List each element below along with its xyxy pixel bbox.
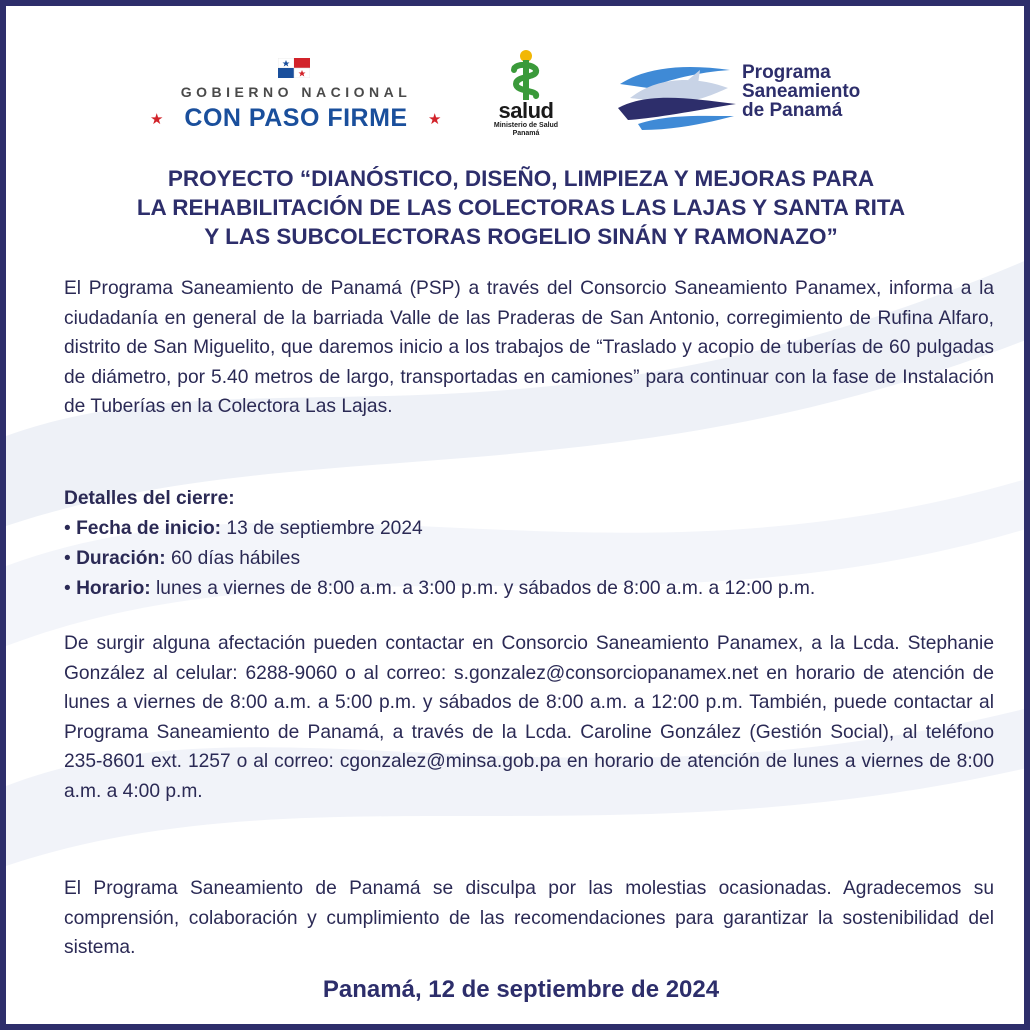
bullet-icon: •	[64, 548, 71, 569]
details-label: Horario:	[76, 578, 151, 599]
details-value: 13 de septiembre 2024	[226, 518, 423, 539]
salud-subtitle-line1: Ministerio de Salud	[493, 122, 559, 129]
details-label: Duración:	[76, 548, 166, 569]
star-icon: ★	[150, 111, 164, 128]
gobierno-line1: GOBIERNO NACIONAL	[180, 84, 412, 100]
intro-paragraph: El Programa Saneamiento de Panamá (PSP) a través del Consorcio Saneamiento Panamex, informa a la ciudadanía en general de la barriada Valle de las Praderas de San Antonio, corregimiento de Rufina Alfaro, distrito de San Miguelito, que daremos inicio a los trabajos de “Traslado y acopio de tuberías de 60 pulgadas de diámetro, por 5.40 metros de largo, transportadas en camiones” para continuar con la fase de Instalación de Tuberías en la Colectora Las Lajas.	[64, 278, 994, 417]
salud-subtitle	[486, 122, 566, 138]
star-icon: ★	[428, 111, 442, 128]
closing-paragraph: El Programa Saneamiento de Panamá se disculpa por las molestias ocasionadas. Agradecemos su comprensión, colaboración y cumplimiento de las recomendaciones para garantizar la sostenibilidad del sistema.	[64, 878, 994, 958]
title-line2: LA REHABILITACIÓN DE LAS COLECTORAS LAS LAJAS Y SANTA RITA	[136, 195, 906, 220]
psp-line1: Programa	[742, 62, 831, 83]
project-title	[46, 164, 996, 251]
salud-wordmark: salud	[498, 98, 554, 123]
details-item	[64, 574, 994, 604]
details-value: lunes a viernes de 8:00 a.m. a 3:00 p.m. y sábados de 8:00 a.m. a 12:00 p.m.	[156, 578, 816, 599]
psp-wordmark	[742, 63, 912, 120]
dolphin-wave-icon	[618, 58, 738, 133]
gobierno-nacional-logo	[146, 56, 446, 136]
date-line: Panamá, 12 de septiembre de 2024	[322, 976, 720, 1003]
closure-details	[64, 484, 994, 604]
psp-line3: de Panamá	[742, 100, 843, 121]
title-line1: PROYECTO “DIANÓSTICO, DISEÑO, LIMPIEZA Y MEJORAS PARA	[167, 166, 875, 191]
details-item	[64, 544, 994, 574]
details-item	[64, 514, 994, 544]
title-line3: Y LAS SUBCOLECTORAS ROGELIO SINÁN Y RAMONAZO”	[204, 224, 838, 249]
bullet-icon: •	[64, 518, 71, 539]
psp-line2: Saneamiento	[742, 81, 861, 102]
caduceus-icon	[486, 48, 566, 102]
gobierno-line2: CON PASO FIRME	[184, 104, 408, 132]
psp-logo	[618, 58, 908, 138]
details-heading: Detalles del cierre:	[64, 488, 235, 509]
bullet-icon: •	[64, 578, 71, 599]
salud-logo	[486, 48, 566, 138]
salud-subtitle-line2: Panamá	[512, 130, 540, 137]
details-value: 60 días hábiles	[170, 548, 301, 569]
contact-paragraph: De surgir alguna afectación pueden contactar en Consorcio Saneamiento Panamex, a la Lcda. Stephanie González al celular: 6288-9060 o al correo: s.gonzalez@consorciopanamex.net en horario de atención de lunes a viernes de 8:00 a.m. a 5:00 p.m. y sábados de 8:00 a.m. a 12:00 p.m. También, puede contactar al Programa Saneamiento de Panamá, a través de la Lcda. Caroline González (Gestión Social), al teléfono 235-8601 ext. 1257 o al correo: cgonzalez@minsa.gob.pa en horario de atención de lunes a viernes de 8:00 a.m. a 4:00 p.m.	[64, 633, 994, 802]
panama-flag-icon	[278, 58, 310, 78]
details-label: Fecha de inicio:	[76, 518, 222, 539]
